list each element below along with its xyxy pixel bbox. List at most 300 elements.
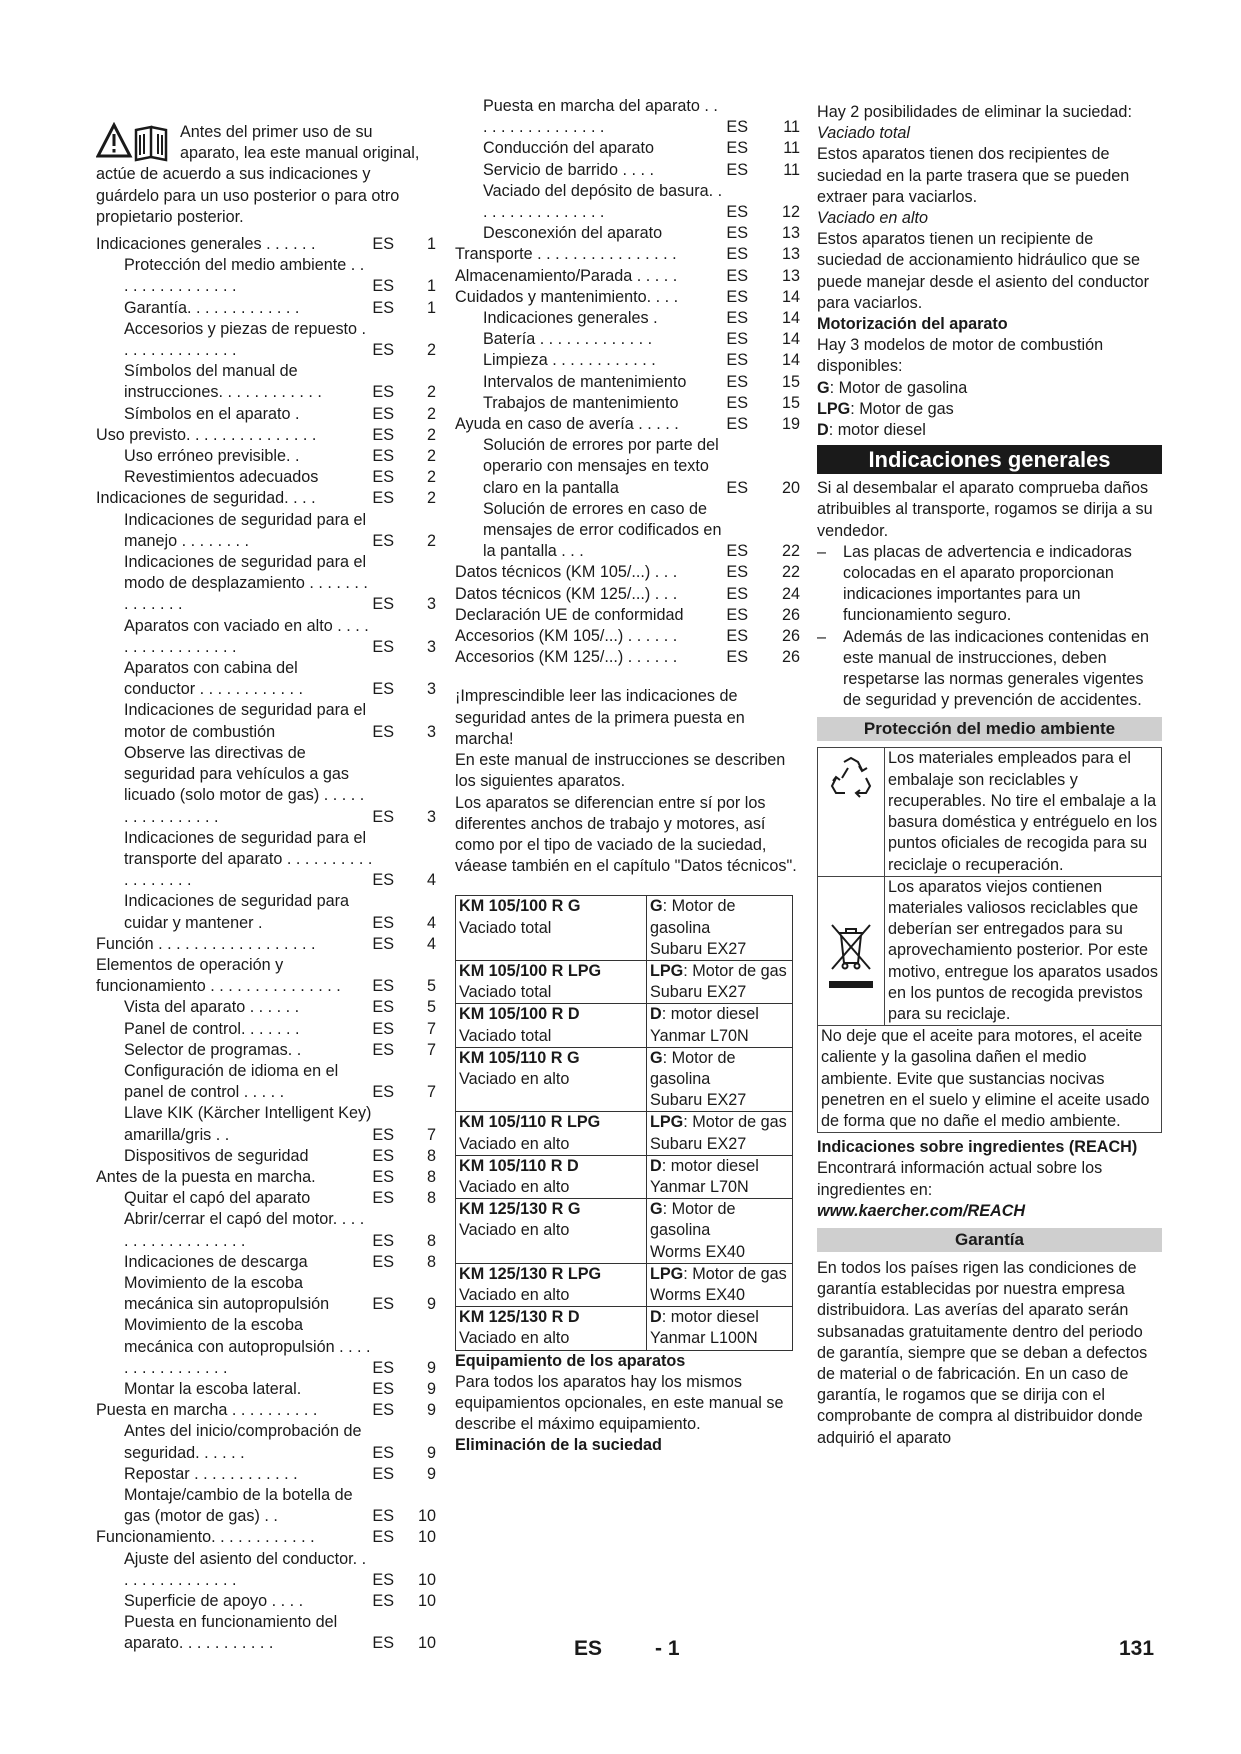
toc-entry-page: 3 bbox=[426, 680, 436, 699]
toc-entry-prefix: ES bbox=[372, 722, 394, 741]
toc-entry-page: 1 bbox=[426, 298, 436, 317]
toc-entry-page: 3 bbox=[426, 807, 436, 826]
recycle-icon bbox=[826, 756, 876, 802]
toc-entry-title: Trabajos de mantenimiento bbox=[483, 393, 679, 412]
toc-entry-title: Dispositivos de seguridad bbox=[124, 1146, 309, 1165]
environment-box bbox=[817, 747, 1162, 1133]
emptying-type: Vaciado total bbox=[459, 918, 552, 937]
table-row bbox=[456, 896, 793, 961]
toc-entry[interactable] bbox=[96, 1464, 436, 1485]
toc-entry[interactable] bbox=[455, 329, 800, 350]
toc-entry-page: 10 bbox=[417, 1570, 436, 1589]
table-of-contents-2 bbox=[455, 96, 800, 668]
toc-entry-title: Datos técnicos (KM 105/...) . . . bbox=[455, 563, 678, 582]
equip-heading: Equipamiento de los aparatos bbox=[455, 1351, 686, 1370]
toc-entry-title: Indicaciones de seguridad para cuidar y mantener . bbox=[124, 892, 349, 932]
toc-entry-page: 8 bbox=[426, 1189, 436, 1208]
paragraph: Hay 3 modelos de motor de combustión disponibles: bbox=[817, 336, 1104, 376]
toc-entry-prefix: ES bbox=[726, 478, 748, 497]
toc-entry-title: Indicaciones de seguridad para el motor de combustión bbox=[124, 701, 367, 741]
toc-entry[interactable] bbox=[96, 298, 436, 319]
toc-entry[interactable] bbox=[96, 1146, 436, 1167]
engine-type: LPG: Motor de gas bbox=[650, 1113, 787, 1132]
toc-entry-page: 7 bbox=[426, 1040, 436, 1059]
toc-entry-title: Aparatos con cabina del conductor . . . . . . . . . . . . bbox=[124, 659, 304, 699]
section-title-general: Indicaciones generales bbox=[817, 445, 1162, 474]
toc-entry-prefix: ES bbox=[726, 563, 748, 582]
toc-entry-page: 9 bbox=[426, 1295, 436, 1314]
toc-entry-title: Indicaciones generales . bbox=[483, 309, 658, 328]
toc-entry[interactable] bbox=[455, 626, 800, 647]
toc-entry-title: Quitar el capó del aparato bbox=[124, 1189, 311, 1208]
table-row bbox=[456, 1004, 793, 1047]
table-row bbox=[456, 1199, 793, 1264]
toc-entry-page: 9 bbox=[426, 1443, 436, 1462]
emptying-type: Vaciado en alto bbox=[459, 1069, 570, 1088]
toc-entry[interactable] bbox=[96, 955, 436, 997]
toc-entry[interactable] bbox=[96, 997, 436, 1018]
toc-entry-prefix: ES bbox=[372, 489, 394, 508]
toc-entry-page: 14 bbox=[781, 287, 800, 306]
toc-entry-page: 8 bbox=[426, 1146, 436, 1165]
toc-entry-title: Accesorios y piezas de repuesto . . . . . . . . . . . . . . bbox=[124, 319, 367, 360]
table-row bbox=[456, 960, 793, 1003]
toc-entry-title: Selector de programas. . bbox=[124, 1040, 302, 1059]
toc-entry[interactable] bbox=[455, 414, 800, 435]
toc-entry[interactable] bbox=[96, 1040, 436, 1061]
toc-entry[interactable] bbox=[455, 138, 800, 159]
table-row bbox=[456, 1307, 793, 1350]
paragraph: En este manual de instrucciones se describen los siguientes aparatos. bbox=[455, 751, 786, 791]
toc-entry-page: 26 bbox=[781, 605, 800, 624]
toc-entry-title: Función . . . . . . . . . . . . . . . . . . bbox=[96, 934, 316, 953]
toc-entry-title: Uso erróneo previsible. . bbox=[124, 447, 300, 466]
toc-entry-title: Vista del aparato . . . . . . bbox=[124, 998, 300, 1017]
toc-entry-page: 12 bbox=[781, 203, 800, 222]
toc-entry-page: 2 bbox=[426, 341, 436, 360]
engine-model: Worms EX40 bbox=[650, 1285, 746, 1304]
engine-model: Subaru EX27 bbox=[650, 1134, 747, 1153]
toc-entry-prefix: ES bbox=[372, 807, 394, 826]
engine-model: Yanmar L70N bbox=[650, 1177, 749, 1196]
toc-entry-page: 2 bbox=[426, 425, 436, 444]
intro-text: Antes del primer uso de su aparato, lea este manual original, actúe de acuerdo a sus indicaciones y guárdelo para un uso posterior o para otro propietario posterior. bbox=[96, 123, 420, 226]
toc-entry[interactable] bbox=[96, 616, 436, 658]
toc-entry-prefix: ES bbox=[726, 330, 748, 349]
bullet-item: – Las placas de advertencia e indicadoras colocadas en el aparato proporcionan indicaciones importantes para un funcionamiento seguro. bbox=[817, 542, 1132, 625]
paragraph: Encontrará información actual sobre los ingredientes en: bbox=[817, 1159, 1103, 1199]
toc-entry-title: Batería . . . . . . . . . . . . . bbox=[483, 330, 653, 349]
toc-entry-page: 1 bbox=[426, 277, 436, 296]
toc-entry-prefix: ES bbox=[372, 1570, 394, 1589]
engine-model: Yanmar L100N bbox=[650, 1329, 758, 1348]
toc-entry[interactable] bbox=[96, 1485, 436, 1527]
toc-entry[interactable] bbox=[455, 584, 800, 605]
toc-entry-title: Antes del inicio/comprobación de seguridad. . . . . . bbox=[124, 1422, 362, 1462]
toc-entry-prefix: ES bbox=[726, 351, 748, 370]
model-name: KM 125/130 R G bbox=[459, 1200, 581, 1219]
motor-item: LPG: Motor de gas bbox=[817, 399, 954, 418]
toc-entry[interactable] bbox=[96, 361, 436, 403]
column-left bbox=[96, 102, 436, 1655]
toc-entry[interactable] bbox=[96, 1188, 436, 1209]
toc-entry[interactable] bbox=[96, 1103, 436, 1145]
toc-entry[interactable] bbox=[455, 287, 800, 308]
toc-entry-prefix: ES bbox=[372, 383, 394, 402]
toc-entry-title: Observe las directivas de seguridad para vehículos a gas licuado (solo motor de gas) . . . . . . . . . . . . . . . . bbox=[124, 743, 365, 826]
toc-entry-page: 9 bbox=[426, 1464, 436, 1483]
toc-entry-title: Solución de errores en caso de mensajes de error codificados en la pantalla . . . bbox=[483, 499, 722, 561]
toc-entry-page: 8 bbox=[426, 1252, 436, 1271]
toc-entry-prefix: ES bbox=[726, 245, 748, 264]
toc-entry[interactable] bbox=[455, 244, 800, 265]
toc-entry-prefix: ES bbox=[372, 913, 394, 932]
toc-entry-page: 14 bbox=[781, 330, 800, 349]
toc-entry-prefix: ES bbox=[372, 235, 394, 254]
toc-entry[interactable] bbox=[96, 1209, 436, 1251]
toc-entry[interactable] bbox=[96, 891, 436, 933]
emptying-type: Vaciado en alto bbox=[459, 1177, 570, 1196]
toc-entry-page: 2 bbox=[426, 468, 436, 487]
toc-entry-prefix: ES bbox=[726, 415, 748, 434]
toc-entry-page: 4 bbox=[426, 934, 436, 953]
toc-entry-title: Garantía. . . . . . . . . . . . . bbox=[124, 298, 300, 317]
toc-entry-page: 1 bbox=[426, 235, 436, 254]
models-table bbox=[455, 895, 793, 1350]
footer-language: ES bbox=[574, 1637, 603, 1660]
toc-entry[interactable] bbox=[96, 1061, 436, 1103]
toc-entry-page: 26 bbox=[781, 627, 800, 646]
toc-entry-page: 2 bbox=[426, 489, 436, 508]
toc-entry[interactable] bbox=[96, 1167, 436, 1188]
toc-entry-prefix: ES bbox=[372, 1040, 394, 1059]
toc-entry-title: Uso previsto. . . . . . . . . . . . . . . bbox=[96, 425, 317, 444]
toc-entry-page: 19 bbox=[781, 415, 800, 434]
toc-entry-prefix: ES bbox=[726, 224, 748, 243]
toc-entry-prefix: ES bbox=[726, 139, 748, 158]
toc-entry[interactable] bbox=[455, 435, 800, 499]
toc-entry-page: 10 bbox=[417, 1592, 436, 1611]
motor-item: D: motor diesel bbox=[817, 421, 926, 440]
emptying-type: Vaciado en alto bbox=[459, 1285, 570, 1304]
toc-entry[interactable] bbox=[96, 319, 436, 361]
toc-entry-title: Desconexión del aparato bbox=[483, 224, 663, 243]
paragraph: Hay 2 posibilidades de eliminar la suciedad: bbox=[817, 103, 1132, 121]
toc-entry-title: Accesorios (KM 105/...) . . . . . . bbox=[455, 627, 678, 646]
env-row-bin: Los aparatos viejos contienen materiales valiosos reciclables que deberían ser entregados para su aprovechamiento posterior. Por este motivo, entregue los aparatos usados en los puntos de recogida previstos para su reciclaje. bbox=[818, 877, 1161, 1026]
toc-entry-page: 9 bbox=[426, 1379, 436, 1398]
table-row bbox=[456, 1263, 793, 1306]
toc-entry[interactable] bbox=[96, 467, 436, 488]
toc-entry[interactable] bbox=[455, 308, 800, 329]
toc-entry-title: Cuidados y mantenimiento. . . . bbox=[455, 287, 679, 306]
toc-entry-title: Solución de errores por parte del operario con mensajes en texto claro en la pantalla bbox=[483, 436, 719, 497]
toc-entry[interactable] bbox=[455, 266, 800, 287]
toc-entry[interactable] bbox=[455, 350, 800, 371]
paragraph: Los aparatos se diferencian entre sí por los diferentes anchos de trabajo y motores, así como por el tipo de vaciado de la suciedad, váease también en el capítulo "Datos técnicos". bbox=[455, 793, 797, 876]
motor-item: G: Motor de gasolina bbox=[817, 378, 968, 397]
paragraph: En todos los países rigen las condiciones de garantía establecidas por nuestra empresa distribuidora. Las averías del aparato serán subsanadas gratuitamente dentro del periodo de garantía, siempre que se deban a defectos de material o de fabricación. En un caso de garantía, le rogamos que se dirija con el comprobante de compra al distribuidor donde adquirió el aparato bbox=[817, 1258, 1148, 1447]
toc-entry-title: Limpieza . . . . . . . . . . . . bbox=[483, 351, 656, 370]
toc-entry-prefix: ES bbox=[372, 404, 394, 423]
toc-entry[interactable] bbox=[96, 1252, 436, 1273]
table-of-contents-1 bbox=[96, 234, 436, 1655]
toc-entry-title: Panel de control. . . . . . . bbox=[124, 1019, 300, 1038]
intro-block bbox=[96, 122, 436, 228]
toc-entry-page: 2 bbox=[426, 404, 436, 423]
toc-entry-title: Movimiento de la escoba mecánica con autopropulsión . . . . . . . . . . . . . . . . bbox=[124, 1316, 371, 1377]
toc-entry-title: Almacenamiento/Parada . . . . . bbox=[455, 266, 678, 285]
toc-entry-prefix: ES bbox=[372, 1146, 394, 1165]
toc-entry-prefix: ES bbox=[726, 372, 748, 391]
toc-entry-title: Indicaciones de descarga bbox=[124, 1252, 308, 1271]
toc-entry[interactable] bbox=[96, 700, 436, 742]
column-middle bbox=[455, 97, 800, 1457]
toc-entry-page: 13 bbox=[781, 266, 800, 285]
toc-entry-prefix: ES bbox=[726, 118, 748, 137]
toc-entry-title: Puesta en marcha del aparato . . . . . . . . . . . . . . . . bbox=[483, 97, 718, 137]
toc-entry-prefix: ES bbox=[726, 627, 748, 646]
toc-entry-page: 2 bbox=[426, 531, 436, 550]
toc-entry-title: Declaración UE de conformidad bbox=[455, 605, 684, 624]
toc-entry-title: Intervalos de mantenimiento bbox=[483, 372, 687, 391]
toc-entry[interactable] bbox=[96, 1591, 436, 1612]
toc-entry-page: 26 bbox=[781, 648, 800, 667]
toc-entry-page: 3 bbox=[426, 722, 436, 741]
toc-entry-title: Conducción del aparato bbox=[483, 139, 654, 158]
toc-entry-title: Indicaciones generales . . . . . . bbox=[96, 235, 316, 254]
toc-entry-title: Abrir/cerrar el capó del motor. . . . . . . . . . . . . . . . . . bbox=[124, 1210, 365, 1250]
toc-entry-title: Ajuste del asiento del conductor. . . . . . . . . . . . . . . bbox=[124, 1549, 367, 1589]
toc-entry-prefix: ES bbox=[726, 203, 748, 222]
toc-entry[interactable] bbox=[96, 552, 436, 616]
toc-entry-prefix: ES bbox=[726, 287, 748, 306]
model-name: KM 105/100 R G bbox=[459, 897, 581, 916]
toc-entry-title: Montaje/cambio de la botella de gas (motor de gas) . . bbox=[124, 1486, 353, 1526]
model-name: KM 105/100 R LPG bbox=[459, 961, 602, 980]
paragraph: ¡Imprescindible leer las indicaciones de seguridad antes de la primera puesta en marcha! bbox=[455, 687, 745, 748]
engine-model: Subaru EX27 bbox=[650, 1091, 747, 1110]
toc-entry-page: 20 bbox=[781, 478, 800, 497]
toc-entry-page: 3 bbox=[426, 637, 436, 656]
toc-entry-prefix: ES bbox=[372, 1443, 394, 1462]
toc-entry-page: 10 bbox=[417, 1528, 436, 1547]
toc-entry-title: Movimiento de la escoba mecánica sin autopropulsión bbox=[124, 1273, 330, 1314]
toc-entry-prefix: ES bbox=[372, 1528, 394, 1547]
toc-entry-prefix: ES bbox=[372, 1083, 394, 1102]
toc-entry[interactable] bbox=[96, 425, 436, 446]
emptying-type: Vaciado en alto bbox=[459, 1221, 570, 1240]
toc-entry-prefix: ES bbox=[372, 1189, 394, 1208]
toc-entry-page: 10 bbox=[417, 1634, 436, 1653]
toc-entry-page: 7 bbox=[426, 1125, 436, 1144]
toc-entry-title: Ayuda en caso de avería . . . . . bbox=[455, 415, 679, 434]
toc-entry-prefix: ES bbox=[372, 1295, 394, 1314]
toc-entry[interactable] bbox=[96, 255, 436, 297]
toc-entry-page: 5 bbox=[426, 977, 436, 996]
env-row-recycle: Los materiales empleados para el embalaje son reciclables y recuperables. No tire el embalaje a la basura doméstica y entréguelo en los puntos oficiales de recogida para su reciclaje o recuperación. bbox=[818, 748, 1161, 876]
toc-entry[interactable] bbox=[455, 181, 800, 223]
toc-entry-title: Funcionamiento. . . . . . . . . . . . bbox=[96, 1528, 315, 1547]
toc-entry-page: 24 bbox=[781, 584, 800, 603]
toc-entry-title: Superficie de apoyo . . . . bbox=[124, 1592, 304, 1611]
engine-model: Subaru EX27 bbox=[650, 939, 747, 958]
toc-entry-page: 14 bbox=[781, 309, 800, 328]
toc-entry-page: 9 bbox=[426, 1358, 436, 1377]
toc-entry-page: 2 bbox=[426, 447, 436, 466]
toc-entry-prefix: ES bbox=[372, 1167, 394, 1186]
model-name: KM 125/130 R LPG bbox=[459, 1264, 602, 1283]
model-name: KM 105/110 R D bbox=[459, 1156, 579, 1175]
toc-entry-prefix: ES bbox=[372, 298, 394, 317]
toc-entry-prefix: ES bbox=[372, 1379, 394, 1398]
toc-entry[interactable] bbox=[96, 743, 436, 828]
toc-entry[interactable] bbox=[455, 96, 800, 138]
paragraph: Estos aparatos tienen un recipiente de suciedad de accionamiento hidráulico que se puede manejar desde el asiento del conductor para vaciarlos. bbox=[817, 230, 1150, 312]
warning-manual-icon bbox=[96, 122, 174, 162]
toc-entry[interactable] bbox=[96, 1273, 436, 1315]
toc-entry-prefix: ES bbox=[372, 1507, 394, 1526]
subheading: Vaciado en alto bbox=[817, 209, 928, 228]
bullet-item: – Además de las indicaciones contenidas en este manual de instrucciones, deben respetarse las normas generales vigentes de seguridad y prevención de accidentes. bbox=[817, 627, 1149, 710]
toc-entry-prefix: ES bbox=[372, 998, 394, 1017]
toc-entry-title: Datos técnicos (KM 125/...) . . . bbox=[455, 584, 678, 603]
toc-entry-prefix: ES bbox=[726, 584, 748, 603]
toc-entry-prefix: ES bbox=[372, 468, 394, 487]
toc-entry[interactable] bbox=[455, 647, 800, 668]
toc-entry-title: Antes de la puesta en marcha. bbox=[96, 1167, 316, 1186]
toc-entry-prefix: ES bbox=[372, 1019, 394, 1038]
toc-entry[interactable] bbox=[455, 562, 800, 583]
toc-entry-page: 5 bbox=[426, 998, 436, 1017]
toc-entry[interactable] bbox=[96, 1315, 436, 1379]
reach-link[interactable]: www.kaercher.com/REACH bbox=[817, 1201, 1026, 1220]
toc-entry[interactable] bbox=[96, 488, 436, 509]
toc-entry-page: 13 bbox=[781, 245, 800, 264]
toc-entry-title: Servicio de barrido . . . . bbox=[483, 160, 654, 179]
toc-entry-page: 8 bbox=[426, 1231, 436, 1250]
paragraph: Estos aparatos tienen dos recipientes de suciedad en la parte trasera que se pueden extraer para vaciarlos. bbox=[817, 145, 1130, 206]
toc-entry[interactable] bbox=[455, 372, 800, 393]
toc-entry-page: 3 bbox=[426, 595, 436, 614]
toc-entry[interactable] bbox=[96, 510, 436, 552]
toc-entry-prefix: ES bbox=[372, 1401, 394, 1420]
toc-entry-prefix: ES bbox=[372, 341, 394, 360]
toc-entry-page: 13 bbox=[781, 224, 800, 243]
footer-page-number: 131 bbox=[1119, 1637, 1155, 1660]
toc-entry-title: Accesorios (KM 125/...) . . . . . . bbox=[455, 648, 678, 667]
toc-entry[interactable] bbox=[96, 1400, 436, 1421]
toc-entry-title: Transporte . . . . . . . . . . . . . . . . bbox=[455, 245, 677, 264]
toc-entry-prefix: ES bbox=[372, 425, 394, 444]
toc-entry-title: Revestimientos adecuados bbox=[124, 468, 319, 487]
toc-entry-prefix: ES bbox=[372, 1358, 394, 1377]
toc-entry-prefix: ES bbox=[372, 934, 394, 953]
toc-entry[interactable] bbox=[455, 160, 800, 181]
toc-entry-page: 11 bbox=[783, 118, 800, 137]
engine-type: G: Motor de gasolina bbox=[650, 1048, 736, 1088]
toc-entry-title: Montar la escoba lateral. bbox=[124, 1379, 302, 1398]
toc-entry[interactable] bbox=[455, 223, 800, 244]
toc-entry[interactable] bbox=[96, 1019, 436, 1040]
table-row bbox=[456, 1112, 793, 1155]
toc-entry[interactable] bbox=[455, 605, 800, 626]
column-right bbox=[817, 102, 1162, 1449]
toc-entry-prefix: ES bbox=[726, 605, 748, 624]
toc-entry[interactable] bbox=[96, 1612, 436, 1654]
toc-entry-title: Vaciado del depósito de basura. . . . . . . . . . . . . . . . bbox=[483, 181, 723, 222]
toc-entry[interactable] bbox=[96, 234, 436, 255]
toc-entry-title: Puesta en funcionamiento del aparato. . . . . . . . . . . bbox=[124, 1613, 338, 1653]
toc-entry-page: 2 bbox=[426, 383, 436, 402]
toc-entry[interactable] bbox=[96, 658, 436, 700]
toc-entry[interactable] bbox=[455, 393, 800, 414]
toc-entry-prefix: ES bbox=[726, 542, 748, 561]
paragraph: Si al desembalar el aparato comprueba daños atribuibles al transporte, rogamos se dirija a su vendedor. bbox=[817, 479, 1153, 540]
toc-entry-prefix: ES bbox=[372, 277, 394, 296]
toc-entry-prefix: ES bbox=[726, 309, 748, 328]
toc-entry[interactable] bbox=[96, 1421, 436, 1463]
toc-entry-page: 15 bbox=[781, 393, 800, 412]
subheading: Vaciado total bbox=[817, 124, 910, 143]
toc-entry[interactable] bbox=[96, 1549, 436, 1591]
toc-entry[interactable] bbox=[455, 499, 800, 563]
toc-entry-prefix: ES bbox=[372, 1125, 394, 1144]
toc-entry-prefix: ES bbox=[726, 648, 748, 667]
footer-section-number: - 1 bbox=[655, 1637, 680, 1660]
toc-entry-prefix: ES bbox=[372, 595, 394, 614]
toc-entry-title: Indicaciones de seguridad. . . . bbox=[96, 489, 316, 508]
toc-entry-title: Aparatos con vaciado en alto . . . . . . . . . . . . . . . . . bbox=[124, 616, 369, 656]
table-row bbox=[456, 1155, 793, 1198]
toc-entry-page: 9 bbox=[426, 1401, 436, 1420]
model-name: KM 105/110 R G bbox=[459, 1048, 580, 1067]
table-row bbox=[456, 1047, 793, 1112]
toc-entry-page: 22 bbox=[781, 563, 800, 582]
toc-entry-prefix: ES bbox=[372, 1592, 394, 1611]
toc-entry-prefix: ES bbox=[372, 1634, 394, 1653]
model-name: KM 105/100 R D bbox=[459, 1005, 580, 1024]
toc-entry-title: Llave KIK (Kärcher Intelligent Key) amarilla/gris . . bbox=[124, 1104, 372, 1144]
toc-entry-page: 10 bbox=[417, 1507, 436, 1526]
toc-entry-title: Configuración de idioma en el panel de control . . . . . bbox=[124, 1061, 339, 1102]
intro-paragraphs bbox=[455, 686, 800, 877]
toc-entry[interactable] bbox=[96, 1527, 436, 1548]
model-name: KM 105/110 R LPG bbox=[459, 1113, 601, 1132]
toc-entry[interactable] bbox=[96, 446, 436, 467]
toc-entry[interactable] bbox=[96, 1379, 436, 1400]
dirt-removal-heading: Eliminación de la suciedad bbox=[455, 1436, 662, 1455]
toc-entry-prefix: ES bbox=[372, 1252, 394, 1271]
emptying-type: Vaciado en alto bbox=[459, 1134, 570, 1153]
toc-entry-page: 8 bbox=[426, 1167, 436, 1186]
engine-type: G: Motor de gasolina bbox=[650, 897, 736, 937]
toc-entry-page: 7 bbox=[426, 1083, 436, 1102]
toc-entry-title: Indicaciones de seguridad para el manejo . . . . . . . . bbox=[124, 510, 367, 550]
toc-entry-prefix: ES bbox=[372, 680, 394, 699]
engine-model: Subaru EX27 bbox=[650, 983, 747, 1002]
env-oil-text: No deje que el aceite para motores, el aceite caliente y la gasolina dañen el medio ambiente. Evite que sustancias nocivas penetren en el suelo y elimine el aceite usado de forma que no dañe el medio ambiente. bbox=[821, 1027, 1150, 1130]
model-name: KM 125/130 R D bbox=[459, 1308, 580, 1327]
emptying-type: Vaciado en alto bbox=[459, 1329, 570, 1348]
toc-entry-page: 15 bbox=[781, 372, 800, 391]
toc-entry[interactable] bbox=[96, 404, 436, 425]
toc-entry-prefix: ES bbox=[372, 637, 394, 656]
toc-entry-title: Elementos de operación y funcionamiento . . . . . . . . . . . . . . . bbox=[96, 955, 341, 996]
toc-entry[interactable] bbox=[96, 934, 436, 955]
engine-model: Worms EX40 bbox=[650, 1242, 746, 1261]
toc-entry[interactable] bbox=[96, 828, 436, 892]
